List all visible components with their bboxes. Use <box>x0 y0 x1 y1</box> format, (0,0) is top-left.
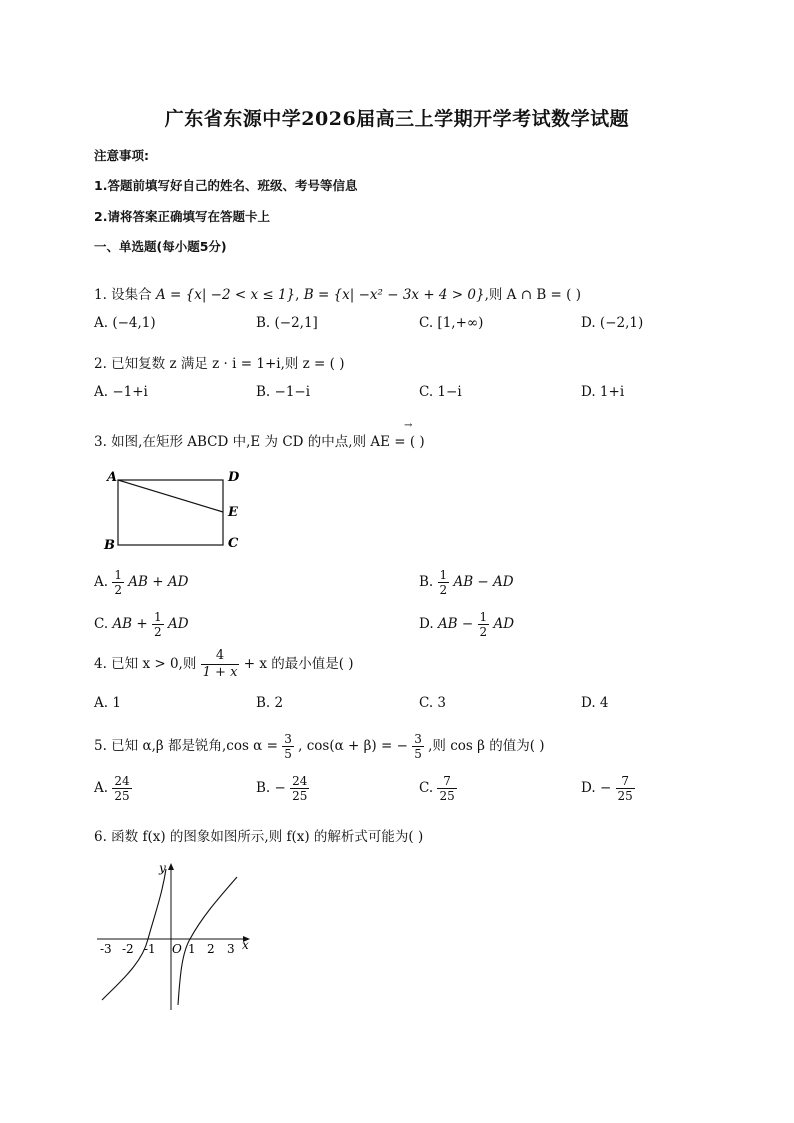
one-half-fraction: $\frac{1}{2}$ <box>439 568 448 597</box>
vertex-a-label: A <box>107 470 118 485</box>
question-4-option-b: B. 2 <box>256 695 284 711</box>
section-heading: 一、单选题(每小题5分) <box>94 239 227 254</box>
question-4: 4. 已知 x > 0,则 $\frac{4}{1 + x}$ + x 的最小值是( ) <box>94 648 354 680</box>
question-6: 6. 函数 f(x) 的图象如图所示,则 f(x) 的解析式可能为( ) <box>94 829 424 845</box>
question-5-option-b: B. − $\frac{24}{25}$ <box>256 774 308 803</box>
question-3-option-d: D. AB − $\frac{1}{2}$ AD <box>419 610 515 639</box>
y-axis-arrow <box>168 863 174 870</box>
question-4-option-a: A. 1 <box>94 695 121 711</box>
question-5-option-c: C. $\frac{7}{25}$ <box>419 774 455 803</box>
question-1-option-c: C. [1,+∞) <box>419 315 484 331</box>
rectangle-figure <box>100 465 250 555</box>
question-4-option-c: C. 3 <box>419 695 447 711</box>
question-5-fraction-1: $\frac{3}{5}$ <box>284 732 292 761</box>
vertex-c-label: C <box>228 536 239 551</box>
segment-ae <box>118 480 223 512</box>
curve-left-branch <box>102 869 166 1000</box>
question-4-option-d: D. 4 <box>581 695 609 711</box>
question-2-option-c: C. 1−i <box>419 384 462 400</box>
one-half-fraction: $\frac{1}{2}$ <box>154 610 162 639</box>
question-2-option-b: B. −1−i <box>256 384 311 400</box>
tick-label-3: 3 <box>227 942 235 956</box>
notes-item-2: 2.请将答案正确填写在答题卡上 <box>94 209 270 224</box>
question-1-option-d: D. (−2,1) <box>581 315 644 331</box>
rectangle-abcd <box>118 480 223 545</box>
x-axis-label: x <box>242 938 249 952</box>
question-5-option-a: A. $\frac{24}{25}$ <box>94 774 130 803</box>
question-3-option-c: C. AB + $\frac{1}{2}$ AD <box>94 610 189 639</box>
page-title: 广东省东源中学2026届高三上学期开学考试数学试题 <box>164 108 630 130</box>
question-1 <box>94 283 581 303</box>
tick-label-1: 1 <box>188 942 196 956</box>
vertex-b-label: B <box>104 538 115 553</box>
question-5-option-d: D. − $\frac{7}{25}$ <box>581 774 633 803</box>
notes-heading: 注意事项: <box>94 148 149 163</box>
question-3-vector-arrow: → <box>404 420 413 431</box>
question-5-fraction-2: $\frac{3}{5}$ <box>414 732 422 761</box>
question-1-option-b: B. (−2,1] <box>256 315 318 331</box>
question-3-option-b: B. $\frac{1}{2}$ AB − AD <box>419 568 514 597</box>
question-1-option-a: A. (−4,1) <box>94 315 156 331</box>
question-2: 2. 已知复数 z 满足 z · i = 1+i,则 z = ( ) <box>94 356 345 372</box>
question-5: 5. 已知 α,β 都是锐角,cos α = $\frac{3}{5}$ , cos(α + β) = − $\frac{3}{5}$ ,则 cos β 的值为( ) <box>94 732 545 761</box>
curve-right-branch <box>178 877 237 1005</box>
tick-label-neg2: -2 <box>122 942 134 956</box>
tick-label-neg1: -1 <box>144 942 156 956</box>
origin-label: O <box>172 942 182 956</box>
question-1-suffix: ,则 A ∩ B = ( ) <box>484 287 581 303</box>
tick-label-neg3: -3 <box>100 942 112 956</box>
question-1-set-a: A = {x| −2 < x ≤ 1} <box>155 287 296 303</box>
one-half-fraction: $\frac{1}{2}$ <box>479 610 488 639</box>
one-half-fraction: $\frac{1}{2}$ <box>114 568 122 597</box>
function-graph <box>92 855 262 1015</box>
question-1-prefix: 1. 设集合 <box>94 287 152 303</box>
question-2-option-d: D. 1+i <box>581 384 625 400</box>
question-3-option-a: A. $\frac{1}{2}$ AB + AD <box>94 568 189 597</box>
notes-item-1: 1.答题前填写好自己的姓名、班级、考号等信息 <box>94 178 358 193</box>
question-1-sep: , <box>295 287 300 303</box>
vertex-e-label: E <box>228 505 238 520</box>
question-1-set-b: B = {x| −x² − 3x + 4 > 0} <box>303 287 485 303</box>
y-axis-label: y <box>159 861 166 875</box>
question-3: 3. 如图,在矩形 ABCD 中,E 为 CD 的中点,则 AE = ( ) <box>94 434 425 450</box>
question-2-option-a: A. −1+i <box>94 384 148 400</box>
tick-label-2: 2 <box>207 942 215 956</box>
question-4-fraction: $\frac{4}{1 + x}$ <box>202 648 238 680</box>
vertex-d-label: D <box>228 470 240 485</box>
